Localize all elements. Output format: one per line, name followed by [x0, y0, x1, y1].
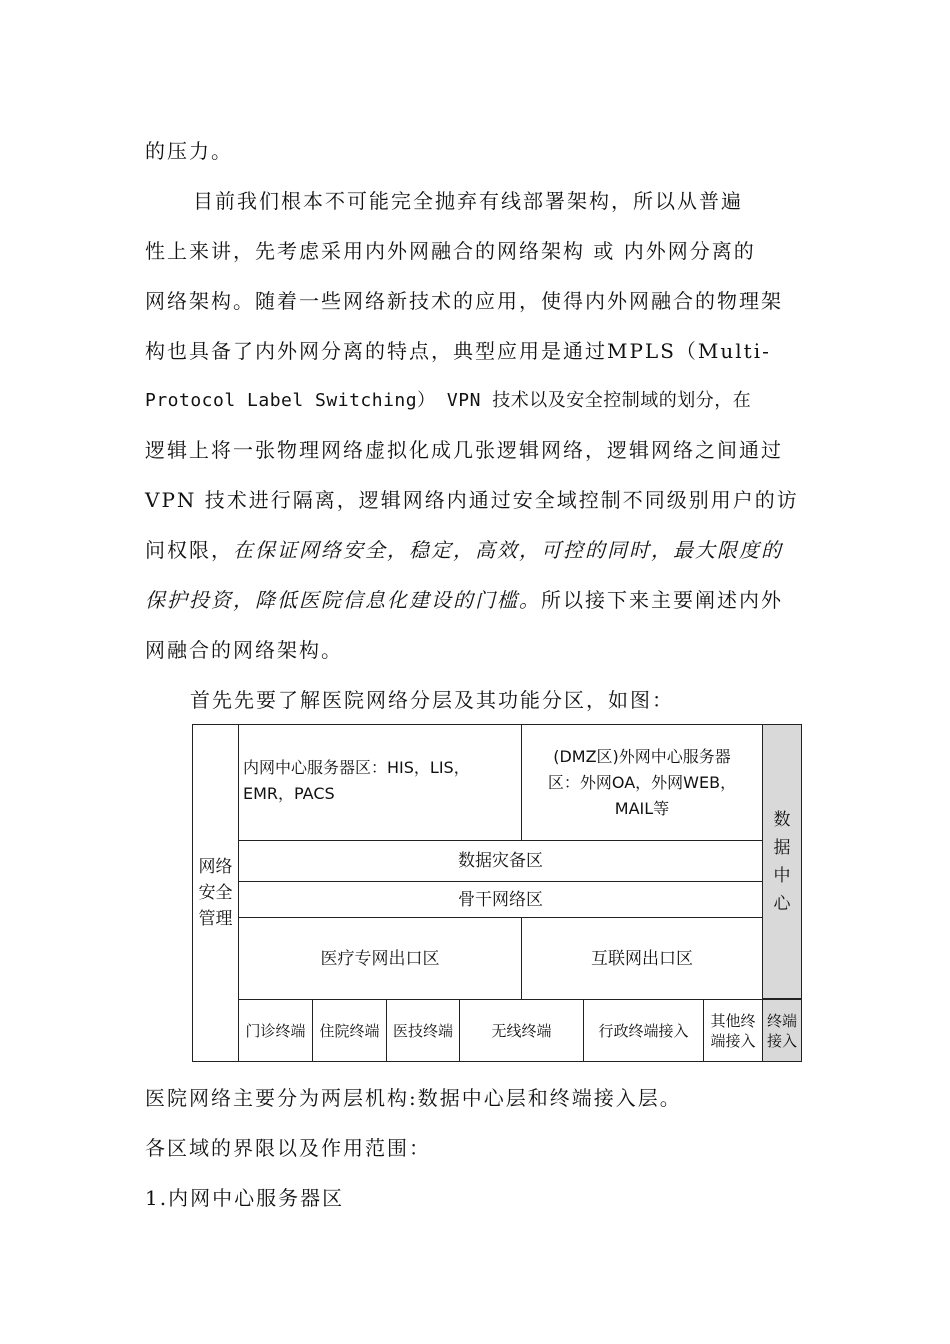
text-line: 网融合的网络架构。	[145, 638, 343, 662]
text-line: 的压力。	[145, 139, 233, 163]
text-line	[145, 587, 783, 613]
terminal-cell	[459, 999, 584, 1062]
text-line: 医院网络主要分为两层机构:数据中心层和终端接入层。	[145, 1086, 682, 1110]
zone-label: 内网中心服务器区：HIS，LIS，EMR，PACS	[243, 758, 470, 803]
text-line: 各区域的界限以及作用范围：	[145, 1136, 431, 1160]
terminal-label: 行政终端接入	[598, 1021, 689, 1040]
zone-label: 网络安全管理	[198, 857, 233, 929]
text-line: 目前我们根本不可能完全抛弃有线部署架构，所以从普遍	[193, 189, 743, 213]
text-italic: 保护投资，降低医院信息化建设的门槛。	[145, 588, 541, 612]
network-zone-diagram	[192, 724, 802, 1062]
terminal-cell	[703, 999, 763, 1062]
text-normal: 所以接下来主要阐述内外	[541, 588, 783, 612]
zone-label: (DMZ区)外网中心服务器区：外网OA，外网WEB，MAIL等	[547, 746, 737, 818]
text-normal: 问权限，	[145, 538, 233, 562]
zone-label: 骨干网络区	[458, 889, 543, 910]
internet-exit-zone	[521, 917, 763, 1000]
text-line: 1.内网中心服务器区	[145, 1186, 345, 1210]
text-line	[145, 537, 783, 563]
inner-server-zone	[238, 724, 522, 841]
medical-exit-zone	[238, 917, 522, 1000]
backup-zone	[238, 840, 763, 882]
terminal-label: 医技终端	[392, 1021, 453, 1040]
terminal-cell	[238, 999, 313, 1062]
text-italic: 在保证网络安全，稳定，高效，可控的同时，最大限度的	[233, 538, 783, 562]
terminal-access-zone	[762, 999, 802, 1062]
text-line: 构也具备了内外网分离的特点，典型应用是通过MPLS（Multi-	[145, 339, 771, 363]
terminal-label: 门诊终端	[245, 1021, 306, 1040]
data-center-zone	[762, 724, 802, 999]
security-management-zone	[192, 724, 239, 1062]
backbone-zone	[238, 881, 763, 918]
terminal-label: 无线终端	[491, 1021, 552, 1040]
terminal-cell	[386, 999, 460, 1062]
terminal-cell	[312, 999, 387, 1062]
dmz-server-zone	[521, 724, 763, 841]
zone-label: 医疗专网出口区	[320, 948, 440, 969]
text-line: Protocol Label Switching） VPN 技术以及安全控制域的划分，在	[145, 390, 752, 411]
zone-label: 终端接入	[766, 1011, 797, 1050]
zone-label: 数据灾备区	[458, 851, 543, 871]
text-line: VPN 技术进行隔离，逻辑网络内通过安全域控制不同级别用户的访	[145, 488, 799, 512]
text-line: 网络架构。随着一些网络新技术的应用，使得内外网融合的物理架	[145, 289, 783, 313]
terminal-label: 其他终端接入	[710, 1011, 756, 1050]
text-line: 首先先要了解医院网络分层及其功能分区，如图：	[190, 688, 674, 712]
terminal-label: 住院终端	[319, 1021, 380, 1040]
terminal-cell	[583, 999, 704, 1062]
zone-label: 互联网出口区	[591, 948, 693, 969]
zone-label: 数据中心	[773, 809, 791, 914]
text-line: 性上来讲，先考虑采用内外网融合的网络架构 或 内外网分离的	[145, 239, 756, 263]
text-line: 逻辑上将一张物理网络虚拟化成几张逻辑网络，逻辑网络之间通过	[145, 438, 783, 462]
